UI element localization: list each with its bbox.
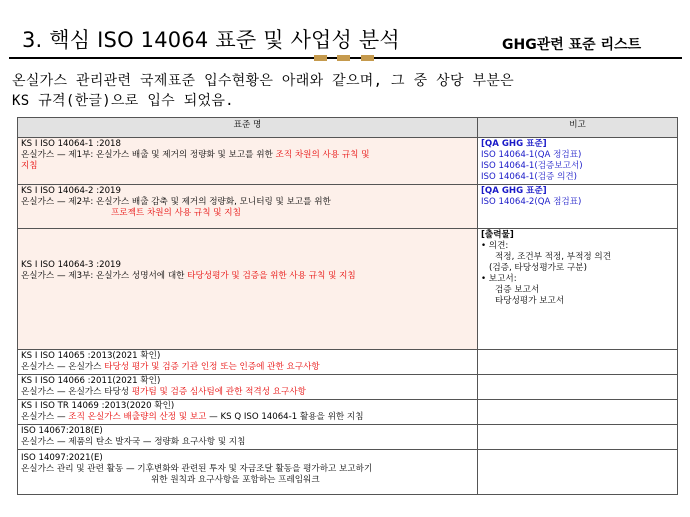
remark-item: ISO 14064-1(QA 정검표) [481, 150, 582, 160]
remarks-cell [478, 450, 678, 495]
header-standard: 표준 명 [18, 118, 478, 138]
table-row [18, 450, 678, 495]
remark-item: ISO 14064-2(QA 점검표) [481, 197, 582, 207]
standard-code: KS I ISO 14064-3 :2019 [21, 260, 121, 270]
opinion-item: 적정, 조건부 적정, 부적정 의견 [495, 252, 612, 262]
remark-title: [QA GHG 표준] [481, 139, 547, 149]
standards-table [17, 117, 678, 495]
report-label: • 보고서: [481, 274, 517, 284]
divider-accent [337, 55, 350, 61]
standard-code: KS I ISO 14064-1 :2018 [21, 139, 121, 149]
standard-desc: 온실가스 — 온실가스 타당성 평가팀 및 검증 심사팀에 관한 적격성 요구사항 [21, 387, 306, 397]
standard-code: KS I ISO TR 14069 :2013(2020 확인) [21, 401, 175, 411]
table-row [18, 425, 678, 450]
remarks-cell [478, 138, 678, 185]
intro-text [12, 71, 672, 111]
standard-cell [18, 229, 478, 350]
standard-cell [18, 450, 478, 495]
remarks-cell [478, 375, 678, 400]
table-row [18, 400, 678, 425]
standard-code: ISO 14097:2021(E) [21, 453, 103, 463]
standard-desc: 온실가스 — 제3부: 온실가스 성명서에 대한 타당성평가 및 검증을 위한 사용 규칙 및 지침 [21, 271, 356, 281]
standard-cell [18, 425, 478, 450]
table-row [18, 229, 678, 350]
standard-code: KS I ISO 14066 :2011(2021 확인) [21, 376, 161, 386]
standard-cell [18, 400, 478, 425]
intro-line: 온실가스 관리관련 국제표준 입수현황은 아래와 같으며, 그 중 상당 부분은 [12, 73, 515, 89]
opinion-item: (검증, 타당성평가로 구분) [489, 263, 587, 273]
table-row [18, 375, 678, 400]
standard-desc: 온실가스 — 제품의 탄소 발자국 — 정량화 요구사항 및 지침 [21, 437, 246, 447]
standard-desc: 온실가스 — 온실가스 타당성 평가 및 검증 기관 인정 또는 인증에 관한 요구사항 [21, 362, 320, 372]
standard-desc-cont: 프로젝트 차원의 사용 규칙 및 지침 [111, 208, 241, 218]
remarks-cell [478, 229, 678, 350]
header-remarks: 비고 [478, 118, 678, 138]
divider-accent [361, 55, 374, 61]
remark-title: [출력물] [481, 230, 514, 240]
table-header-row [18, 118, 678, 138]
remark-title: [QA GHG 표준] [481, 186, 547, 196]
standard-cell [18, 375, 478, 400]
page-subtitle: GHG관련 표준 리스트 [502, 37, 642, 53]
remarks-cell [478, 350, 678, 375]
report-item: 타당성평가 보고서 [495, 296, 565, 306]
standard-code: KS I ISO 14064-2 :2019 [21, 186, 121, 196]
standard-code: KS I ISO 14065 :2013(2021 확인) [21, 351, 161, 361]
page-title: 3. 핵심 ISO 14064 표준 및 사업성 분석 [22, 28, 400, 52]
standard-desc: 온실가스 — 제2부: 온실가스 배출 감축 및 제거의 정량화, 모니터링 및 보고를 위한 [21, 197, 331, 207]
report-item: 검증 보고서 [495, 285, 540, 295]
standard-cell [18, 185, 478, 229]
standard-desc: 온실가스 관리 및 관련 활동 — 기후변화와 관련된 투자 및 자금조달 활동을 평가하고 보고하기 [21, 464, 373, 474]
intro-line: KS 규격(한글)으로 입수 되었음. [12, 93, 234, 109]
standard-desc-cont: 지침 [21, 161, 38, 171]
remark-item: ISO 14064-1(검증 의견) [481, 172, 578, 182]
divider-accent [314, 55, 327, 61]
table-row [18, 138, 678, 185]
table-row [18, 350, 678, 375]
standard-cell [18, 138, 478, 185]
table-row [18, 185, 678, 229]
standard-cell [18, 350, 478, 375]
standard-desc-cont: 위한 원칙과 요구사항을 포함하는 프레임워크 [151, 475, 320, 485]
standard-code: ISO 14067:2018(E) [21, 426, 103, 436]
remarks-cell [478, 400, 678, 425]
opinion-label: • 의견: [481, 241, 509, 251]
remark-item: ISO 14064-1(검증보고서) [481, 161, 583, 171]
remarks-cell [478, 425, 678, 450]
remarks-cell [478, 185, 678, 229]
standard-desc: 온실가스 — 조직 온실가스 배출량의 산정 및 보고 — KS Q ISO 14064-1 활용을 위한 지침 [21, 412, 364, 422]
standard-desc: 온실가스 — 제1부: 온실가스 배출 및 제거의 정량화 및 보고를 위한 조직 차원의 사용 규칙 및 [21, 150, 370, 160]
